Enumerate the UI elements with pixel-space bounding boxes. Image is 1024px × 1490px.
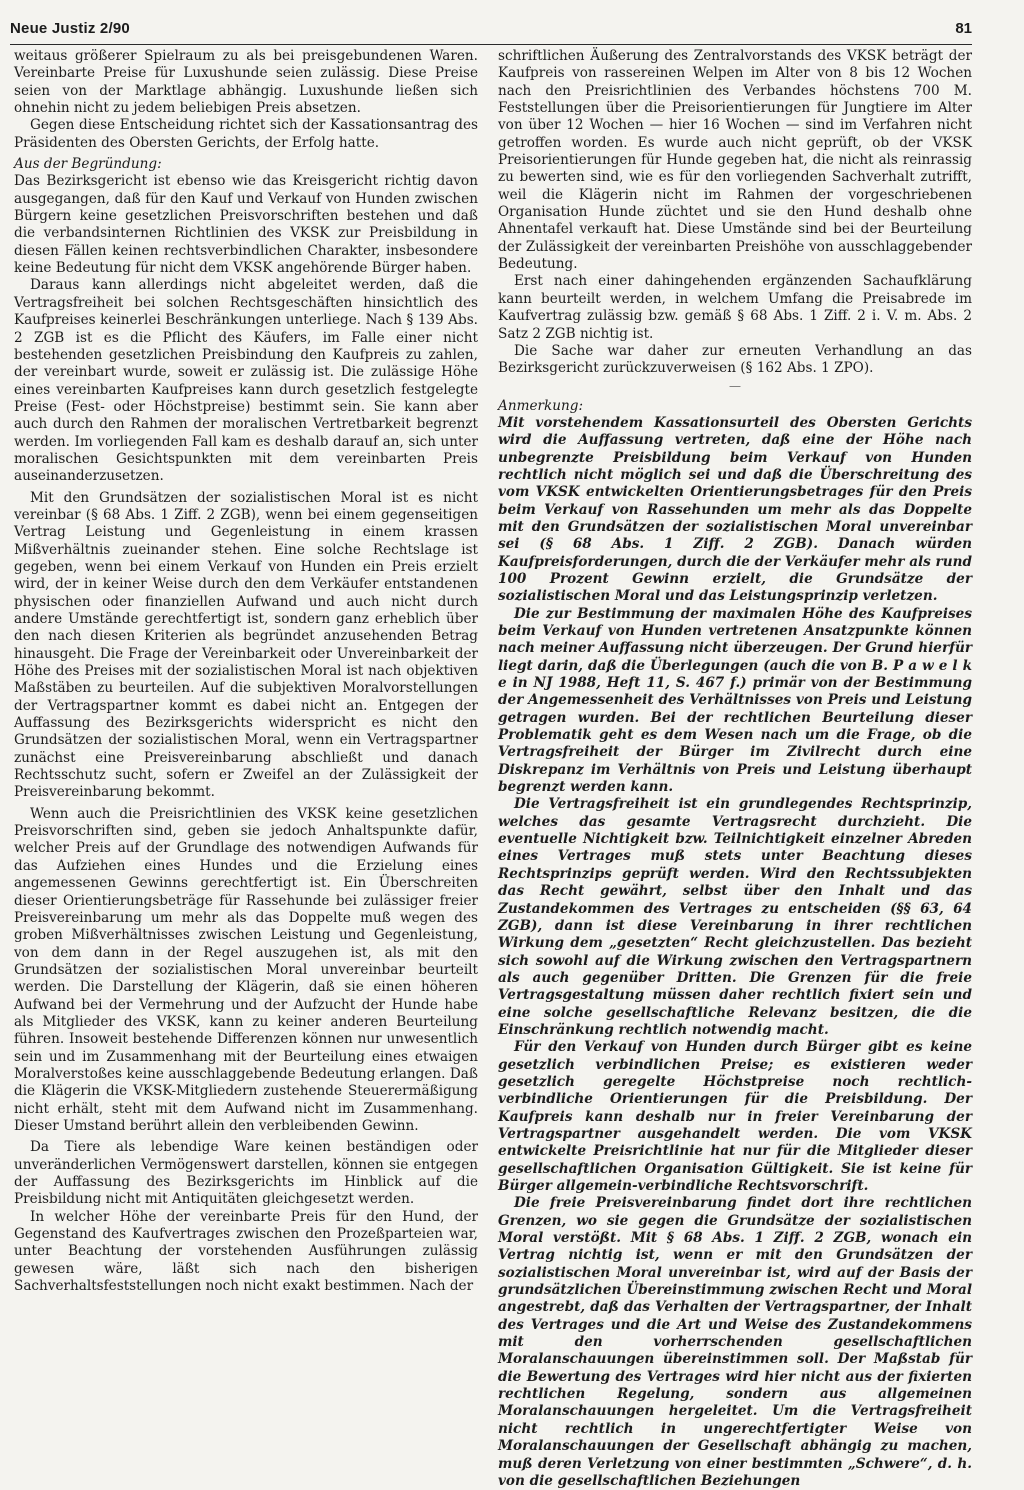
paragraph: Das Bezirksgericht ist ebenso wie das Kreisgericht richtig davon ausgegangen, daß für den Kauf und Verkauf von Hunden zwischen Bürgern keine gesetzlichen Preisvorschriften bestehen und daß die verbandsinternen Richtlinien des VKSK zur Preisbildung in diesen Fällen keinen rechtsverbindlichen Charakter, insbesondere keine Bedeutung für nicht dem VKSK angehörende Bürger haben. [14, 173, 478, 277]
paragraph: Da Tiere als lebendige Ware keinen beständigen oder unveränderlichen Vermögenswert darstellen, können sie entgegen der Auffassung des Bezirksgerichts im Hinblick auf die Preisbildung nicht mit Antiquitäten gleichgesetzt werden. [14, 1139, 478, 1208]
annotation-paragraph: Die Vertragsfreiheit ist ein grundlegendes Rechtsprinzip, welches das gesamte Vertragsrecht durchzieht. Die eventuelle Nichtigkeit bzw. Teilnichtigkeit einzelner Abreden eines Vertrages muß stets unter Beachtung dieses Rechtsprinzips geprüft werden. Wird den Rechtssubjekten das Recht gewährt, selbst über den Inhalt und das Zustandekommen des Vertrages zu entscheiden (§§ 63, 64 ZGB), dann ist diese Vereinbarung in ihrer rechtlichen Wirkung dem „gesetzten“ Recht gleichzustellen. Das bezieht sich sowohl auf die Wirkung zwischen den Vertragspartnern als auch gegenüber Dritten. Die Grenzen für die freie Vertragsgestaltung müssen daher rechtlich fixiert sein und eine solche gesellschaftliche Relevanz besitzen, die die Einschränkung rechtlich notwendig macht. [498, 796, 972, 1038]
paragraph: Erst nach einer dahingehenden ergänzenden Sachaufklärung kann beurteilt werden, in welchem Umfang die Preisabrede im Kaufvertrag zulässig bzw. gemäß § 68 Abs. 1 Ziff. 2 i. V. m. Abs. 2 Satz 2 ZGB nichtig ist. [498, 273, 972, 342]
paragraph: Mit den Grundsätzen der sozialistischen Moral ist es nicht vereinbar (§ 68 Abs. 1 Ziff. 2 ZGB), wenn bei einem gegenseitigen Vertrag Leistung und Gegenleistung in einem krassen Mißverhältnis zueinander stehen. Eine solche Rechtslage ist gegeben, wenn bei einem Verkauf von Hunden ein Preis erzielt wird, der in keiner Weise durch den dem Verkäufer entstandenen physischen oder finanziellen Aufwand und auch nicht durch andere Umstände gerechtfertigt ist, sondern ganz erheblich über den nach diesen Kriterien als begründet anzusehenden Betrag hinausgeht. Die Frage der Vereinbarkeit oder Unvereinbarkeit der Höhe des Preises mit der sozialistischen Moral ist nach objektiven Maßstäben zu beurteilen. Auf die subjektiven Moralvorstellungen der Vertragspartner kommt es dabei nicht an. Entgegen der Auffassung des Bezirksgerichts widerspricht es nicht den Grundsätzen der sozialistischen Moral, wenn ein Vertragspartner zunächst eine Preisvereinbarung abschließt und danach Rechtsschutz sucht, sofern er Zweifel an der Zulässigkeit der Preisvereinbarung bekommt. [14, 489, 478, 801]
annotation-paragraph: Mit vorstehendem Kassationsurteil des Obersten Gerichts wird die Auffassung vertreten, daß eine der Höhe nach unbegrenzte Preisbildung beim Verkauf von Hunden rechtlich nicht möglich sei und daß die Überschreitung des vom VKSK entwickelten Orientierungsbetrages für den Preis beim Verkauf von Rassehunden um mehr als das Doppelte mit den Grundsätzen der sozialistischen Moral unvereinbar sei (§ 68 Abs. 1 Ziff. 2 ZGB). Danach würden Kaufpreisforderungen, durch die der Verkäufer mehr als rund 100 Prozent Gewinn erzielt, die Grundsätze der sozialistischen Moral und das Leistungsprinzip verletzen. [498, 414, 972, 605]
annotation-paragraph: Die freie Preisvereinbarung findet dort ihre rechtlichen Grenzen, wo sie gegen die Grundsätze der sozialistischen Moral verstößt. Mit § 68 Abs. 1 Ziff. 2 ZGB, wonach ein Vertrag nichtig ist, wenn er mit den Grundsätzen der sozialistischen Moral unvereinbar ist, wird auf der Basis der grundsätzlichen Übereinstimmung zwischen Recht und Moral angestrebt, daß das Verhalten der Vertragspartner, der Inhalt des Vertrages und die Art und Weise des Zustandekommens mit den vorherrschenden gesellschaftlichen Moralanschauungen übereinstimmen soll. Der Maßstab für die Bewertung des Vertrages wird hier nicht aus der fixierten rechtlichen Regelung, sondern aus allgemeinen Moralanschauungen hergeleitet. Um die Vertragsfreiheit nicht rechtlich in ungerechtfertigter Weise von Moralanschauungen der Gesellschaft abhängig zu machen, muß deren Verletzung von einer bestimmten „Schwere“, d. h. von die gesellschaftlichen Beziehungen [498, 1195, 972, 1489]
left-column [14, 48, 478, 1460]
section-heading: Aus der Begründung: [14, 156, 162, 173]
page-number: 81 [955, 20, 972, 37]
annotation-heading: Anmerkung: [498, 397, 584, 414]
paragraph: In welcher Höhe der vereinbarte Preis für den Hund, der Gegenstand des Kaufvertrages zwischen den Prozeßparteien war, unter Beachtung der vorstehenden Ausführungen zulässig gewesen wäre, läßt sich nach den bisherigen Sachverhaltsfeststellungen noch nicht exakt bestimmen. Nach der [14, 1208, 478, 1295]
separator-dash: — [729, 378, 741, 393]
page-header [10, 20, 972, 45]
paragraph: Gegen diese Entscheidung richtet sich der Kassationsantrag des Präsidenten des Obersten Gerichts, der Erfolg hatte. [14, 117, 478, 151]
paragraph: Wenn auch die Preisrichtlinien des VKSK keine gesetzlichen Preisvorschriften sind, geben sie jedoch Anhaltspunkte dafür, welcher Preis auf der Grundlage des notwendigen Aufwands für das Aufziehen eines Hundes und die Erzielung eines angemessenen Gewinns gerechtfertigt ist. Ein Überschreiten dieser Orientierungsbeträge für Rassehunde bei zulässiger freier Preisvereinbarung um mehr als das Doppelte muß wegen des groben Mißverhältnisses zwischen Leistung und Gegenleistung, von dem dann in der Regel auszugehen ist, als mit den Grundsätzen der sozialistischen Moral unvereinbar beurteilt werden. Die Darstellung der Klägerin, daß sie einen höheren Aufwand bei der Vermehrung und der Aufzucht der Hunde habe als Mitglieder des VKSK, kann zu keiner anderen Beurteilung führen. Insoweit bestehende Differenzen können nur unwesentlich sein und im Zusammenhang mit der Beurteilung eines etwaigen Moralverstoßes keine ausschlaggebende Bedeutung erlangen. Daß die Klägerin die VKSK-Mitgliedern zustehende Steuerermäßigung nicht erhält, steht mit dem Aufwand nicht im Zusammenhang. Dieser Umstand berührt allein den verbleibenden Gewinn. [14, 805, 478, 1134]
annotation-section [498, 398, 972, 1490]
paragraph: schriftlichen Äußerung des Zentralvorstands des VKSK beträgt der Kaufpreis von rassereinen Welpen im Alter von 8 bis 12 Wochen nach den Preisrichtlinien des Verbandes höchstens 700 M. Feststellungen über die Preisorientierungen für Jungtiere im Alter von über 12 Wochen — hier 16 Wochen — sind im Verfahren nicht getroffen worden. Es wurde auch nicht geprüft, ob der VKSK Preisorientierungen für Hunde gegeben hat, die nicht als reinrassig zu bewerten sind, wie es für den vorliegenden Sachverhalt zutrifft, weil die Klägerin nicht im Rahmen der vorgeschriebenen Organisation Hunde züchtet und sie den Hund deshalb ohne Ahnentafel verkauft hat. Diese Umstände sind bei der Beurteilung der Zulässigkeit der vereinbarten Preishöhe von ausschlaggebender Bedeutung. [498, 48, 972, 273]
annotation-paragraph: Die zur Bestimmung der maximalen Höhe des Kaufpreises beim Verkauf von Hunden vertretenen Ansatzpunkte können nach meiner Auffassung nicht überzeugen. Der Grund hierfür liegt darin, daß die Überlegungen (auch die von B. P a w e l k e in NJ 1988, Heft 11, S. 467 f.) primär von der Bestimmung der Angemessenheit des Verhältnisses von Preis und Leistung getragen wurden. Bei der rechtlichen Beurteilung dieser Problematik geht es dem Wesen nach um die Frage, ob die Vertragsfreiheit der Bürger im Zivilrecht durch eine Diskrepanz im Verhältnis von Preis und Leistung überhaupt begrenzt werden kann. [498, 605, 972, 796]
journal-title: Neue Justiz 2/90 [10, 20, 130, 37]
paragraph: weitaus größerer Spielraum zu als bei preisgebundenen Waren. Vereinbarte Preise für Luxushunde seien zulässig. Diese Preise seien von der Marktlage abhängig. Luxushunde ließen sich ohnehin nicht zu jedem beliebigen Preis absetzen. [14, 48, 478, 117]
paragraph: Daraus kann allerdings nicht abgeleitet werden, daß die Vertragsfreiheit bei solchen Rechtsgeschäften hinsichtlich des Kaufpreises keinerlei Beschränkungen unterliege. Nach § 139 Abs. 2 ZGB ist es die Pflicht des Käufers, im Falle einer nicht bestehenden gesetzlichen Preisbindung den Kaufpreis zu zahlen, der vereinbart wurde, soweit er zulässig ist. Die zulässige Höhe eines vereinbarten Kaufpreises kann durch gesetzlich festgelegte Preise (Fest- oder Höchstpreise) bestimmt sein. Sie kann aber auch durch den Rahmen der moralischen Vertretbarkeit begrenzt werden. Im vorliegenden Fall kam es deshalb darauf an, sich unter moralischen Gesichtspunkten mit dem vereinbarten Preis auseinanderzusetzen. [14, 277, 478, 485]
paragraph: Die Sache war daher zur erneuten Verhandlung an das Bezirksgericht zurückzuverweisen (§ 162 Abs. 1 ZPO). [498, 342, 972, 377]
right-column [498, 48, 972, 1489]
annotation-paragraph: Für den Verkauf von Hunden durch Bürger gibt es keine gesetzlich verbindlichen Preise; es existieren weder gesetzlich geregelte Höchstpreise noch rechtlich-verbindliche Orientierungen für die Preisbildung. Der Kaufpreis kann deshalb nur in freier Vereinbarung der Vertragspartner ausgehandelt werden. Die vom VKSK entwickelte Preisrichtlinie hat nur für die Mitglieder dieser gesellschaftlichen Organisation Gültigkeit. Sie ist keine für Bürger allgemein-verbindliche Rechtsvorschrift. [498, 1039, 972, 1194]
